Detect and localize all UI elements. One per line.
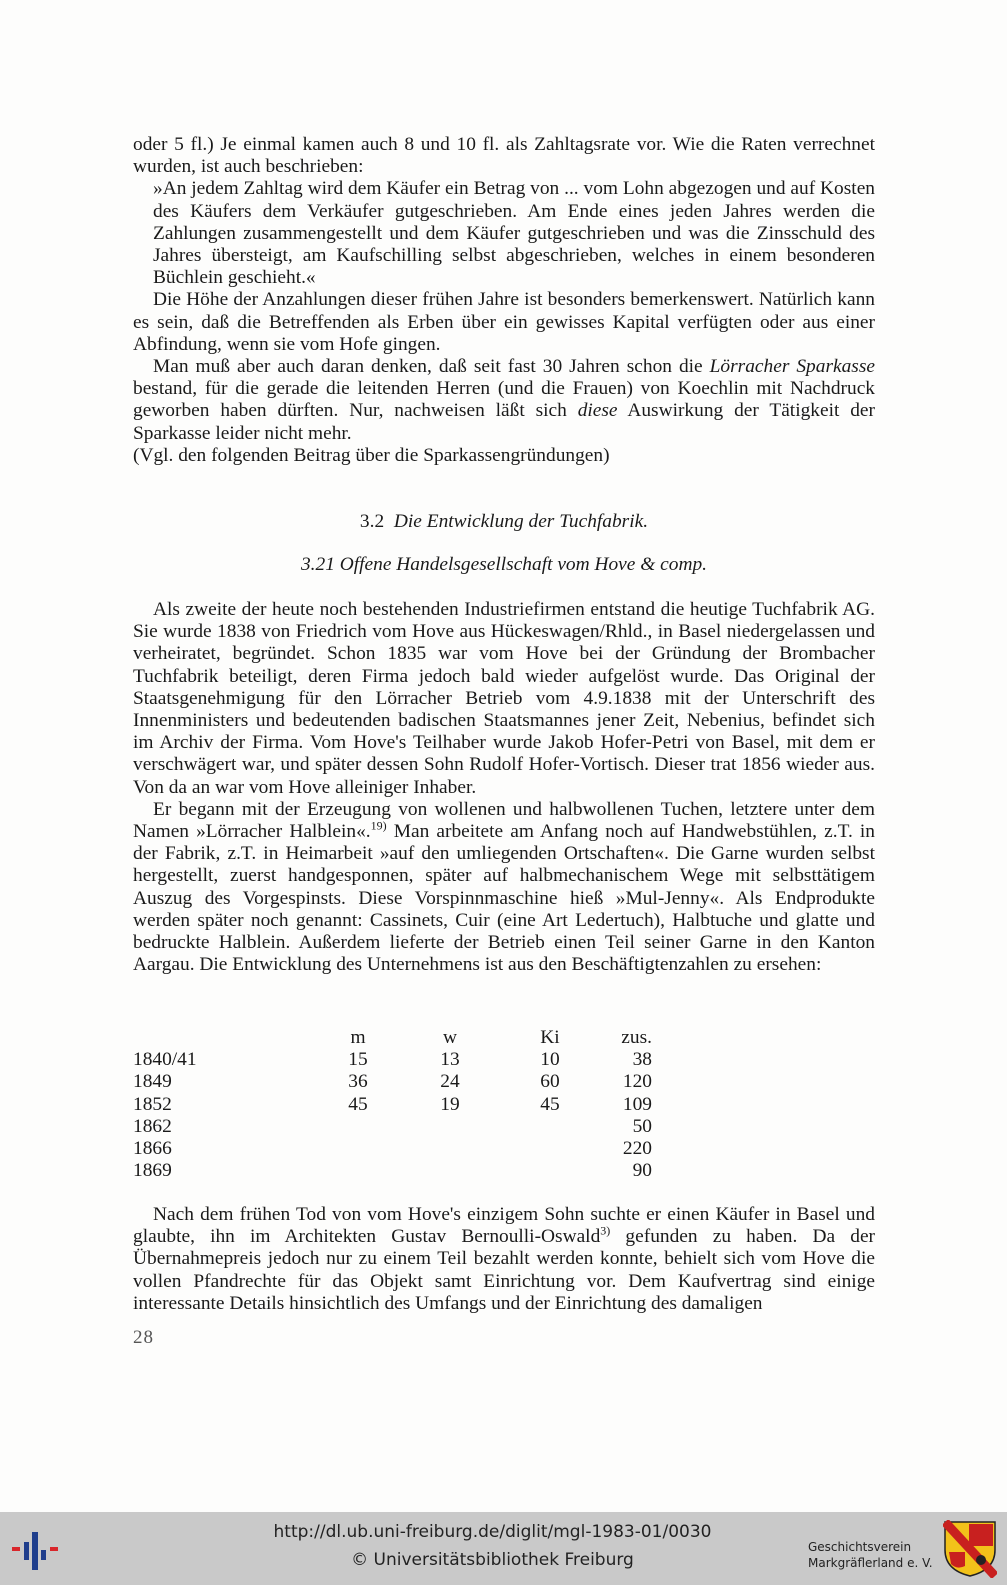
paragraph-als: Als zweite der heute noch bestehenden Industriefirmen entstand die heutige Tuchfabrik AG. Sie wurde 1838 von Friedrich vom Hove aus Hückeswagen/Rhld., in Basel niedergelassen und verheiratet, begründet. Schon 1835 war vom Hove bei der Gründung der Brombacher Tuchfabrik beteiligt, deren Firma jedoch bald wieder aufgelöst wurde. Das Original der Staatsgenehmigung für den Lörracher Betrieb vom 4.9.1838 mit der Unterschrift des Innenministers und bedeutenden badischen Staatsmannes jener Zeit, Nebenius, befindet sich im Archiv der Firma. Vom Hove's Teilhaber wurde Jakob Hofer-Petri von Basel, mit dem er verschwägert war, und später dessen Sohn Rudolf Hofer-Vortisch. Dieser trat 1856 wieder aus. Von da an war vom Hove alleiniger Inhaber. [133, 599, 875, 798]
paragraph: Die Höhe der Anzahlungen dieser frühen Jahre ist besonders bemerkenswert. Natürlich kann es sein, daß die Betreffenden als Erben über ein gewisses Kapital verfügten oder aus einer Abfindung, wenn sie vom Hofe gingen. [133, 289, 875, 355]
table-cell [380, 1160, 520, 1182]
table-cell: 1849 [133, 1071, 172, 1093]
heading-title: Die Entwicklung der Tuchfabrik. [393, 511, 649, 532]
table-cell: 24 [440, 1071, 460, 1093]
text-run: Man arbeitete am Anfang noch auf Handwebstühlen, z.T. in der Fabrik, z.T. in Heimarbeit »auf den umliegenden Ortschaften«. Die Garne wurden selbst hergestellt, zuerst handgesponnen, später auf halbmechanischem Wege mit selbsttätigem Auszug des Vorgespinsts. Diese Vorspinnmaschine hieß »Mul-Jenny«. Als Endprodukte werden später noch genannt: Cassinets, Cuir (eine Art Ledertuch), Halbtuche und glatte und bedruckte Halblein. Außerdem lieferte der Betrieb einen Teil seiner Garne in den Kanton Aargau. Die Entwicklung des Unternehmens ist aus den Beschäftigtenzahlen zu ersehen: [133, 821, 876, 976]
table-cell: 10 [540, 1049, 560, 1071]
footnote-ref: 19) [370, 818, 387, 833]
table-cell: 1862 [133, 1115, 172, 1137]
quote-paragraph: »An jedem Zahltag wird dem Käufer ein Betrag von ... vom Lohn abgezogen und auf Kosten des Käufers dem Verkäufer gutgeschrieben. Am Ende eines jeden Jahres werden die Zahlungen zusammengestellt und dem Käufer gutgeschrieben und was die Zinsschuld des Jahres übersteigt, am Kaufschilling selbst abgeschrieben, welches in einem besonderen Büchlein geschieht.« [153, 178, 875, 289]
table-cell: 1866 [133, 1138, 172, 1160]
table-cell: 15 [348, 1049, 368, 1071]
text-block-bottom [133, 1204, 875, 1315]
table-cell: 60 [540, 1071, 560, 1093]
text-run: Auswirkung der Tätigkeit der Sparkasse leider nicht mehr. [133, 400, 875, 444]
table-cell: 90 [632, 1160, 652, 1182]
table-cell [380, 1116, 520, 1138]
table-cell [336, 1160, 380, 1182]
coat-of-arms-icon [943, 1520, 997, 1578]
table-header: m [350, 1027, 366, 1049]
table-cell: 13 [440, 1049, 460, 1071]
table-cell: 19 [440, 1093, 460, 1115]
paragraph-vgl: (Vgl. den folgenden Beitrag über die Sparkassengründungen) [133, 444, 610, 466]
italic-run: diese [577, 400, 618, 422]
table-row [133, 1116, 652, 1138]
table-row [133, 1049, 652, 1071]
society-name [808, 1539, 933, 1571]
table-cell: 109 [622, 1093, 652, 1115]
society-name-line2: Markgräflerland e. V. [808, 1556, 933, 1570]
table-cell: 120 [622, 1071, 652, 1093]
table-cell [380, 1138, 520, 1160]
text-run: bestand, für die gerade die leitenden Herren (und die Frauen) von Koechlin mit Nachdruck geworben haben dürften. Nur, nachweisen läßt sich [133, 378, 875, 422]
paragraph-sparkasse [133, 356, 875, 445]
paragraph: oder 5 fl.) Je einmal kamen auch 8 und 10 fl. als Zahltagsrate vor. Wie die Raten verrechnet wurden, ist auch beschrieben: [133, 134, 875, 178]
section-heading-3-2 [133, 511, 875, 533]
text-run: Man muß aber auch daran denken, daß seit fast 30 Jahren schon die [153, 356, 710, 378]
table-header: zus. [621, 1027, 652, 1049]
text-run: Er begann mit der Erzeugung von wollenen und halbwollenen Tuchen, letztere unter dem Namen »Lörracher Halblein«. [133, 798, 875, 843]
table-cell: 1840/41 [133, 1049, 197, 1071]
table-cell: 36 [348, 1071, 368, 1093]
table-cell: 1852 [133, 1093, 172, 1115]
table-cell: 1869 [133, 1160, 172, 1182]
paragraph-nach [133, 1204, 875, 1315]
table-row [133, 1160, 652, 1182]
table-cell [336, 1138, 380, 1160]
table-cell: 50 [632, 1115, 652, 1137]
text-block-middle [133, 599, 875, 976]
text-run: gefunden zu haben. Da der Übernahmepreis jedoch nur zu einem Teil bezahlt werden konnte, behielt sich vom Hove die vollen Pfandrechte für das Objekt samt Einrichtung vor. Dem Kaufvertrag sind einige interessante Details hinsichtlich des Umfangs und der Einrichtung des damaligen [133, 1226, 876, 1314]
footnote-ref: 3) [600, 1223, 611, 1238]
permalink-link[interactable]: http://dl.ub.uni-freiburg.de/diglit/mgl-1983-01/0030 [273, 1522, 712, 1542]
page-number: 28 [133, 1327, 154, 1348]
table-header: Ki [540, 1027, 560, 1049]
table-cell: 38 [632, 1049, 652, 1071]
paragraph-er [133, 799, 875, 977]
table-cell [336, 1116, 380, 1138]
text-block-top [133, 134, 875, 467]
table-cell [520, 1138, 580, 1160]
table-cell: 45 [540, 1093, 560, 1115]
table-header-row [133, 1027, 652, 1049]
table-cell: 220 [622, 1138, 652, 1160]
copyright-text: © Universitätsbibliothek Freiburg [351, 1550, 634, 1570]
italic-run: Lörracher Sparkasse [709, 356, 875, 378]
table-header [133, 1027, 336, 1049]
heading-number: 3.2 [359, 511, 385, 532]
table-header: w [442, 1027, 457, 1049]
text-run: Nach dem frühen Tod von vom Hove's einzigem Sohn suchte er einen Käufer in Basel und glaubte, ihn im Architekten Gustav Bernoulli-Oswald [133, 1204, 875, 1248]
viewer-footer [0, 1512, 1007, 1585]
society-name-line1: Geschichtsverein [808, 1540, 912, 1554]
table-row [133, 1071, 652, 1093]
table-cell [520, 1116, 580, 1138]
table-row [133, 1138, 652, 1160]
employee-table [133, 1027, 652, 1182]
table-cell: 45 [348, 1093, 368, 1115]
table-row [133, 1094, 652, 1116]
section-heading-3-21: 3.21 Offene Handelsgesellschaft vom Hove & comp. [300, 554, 708, 575]
table-cell [520, 1160, 580, 1182]
